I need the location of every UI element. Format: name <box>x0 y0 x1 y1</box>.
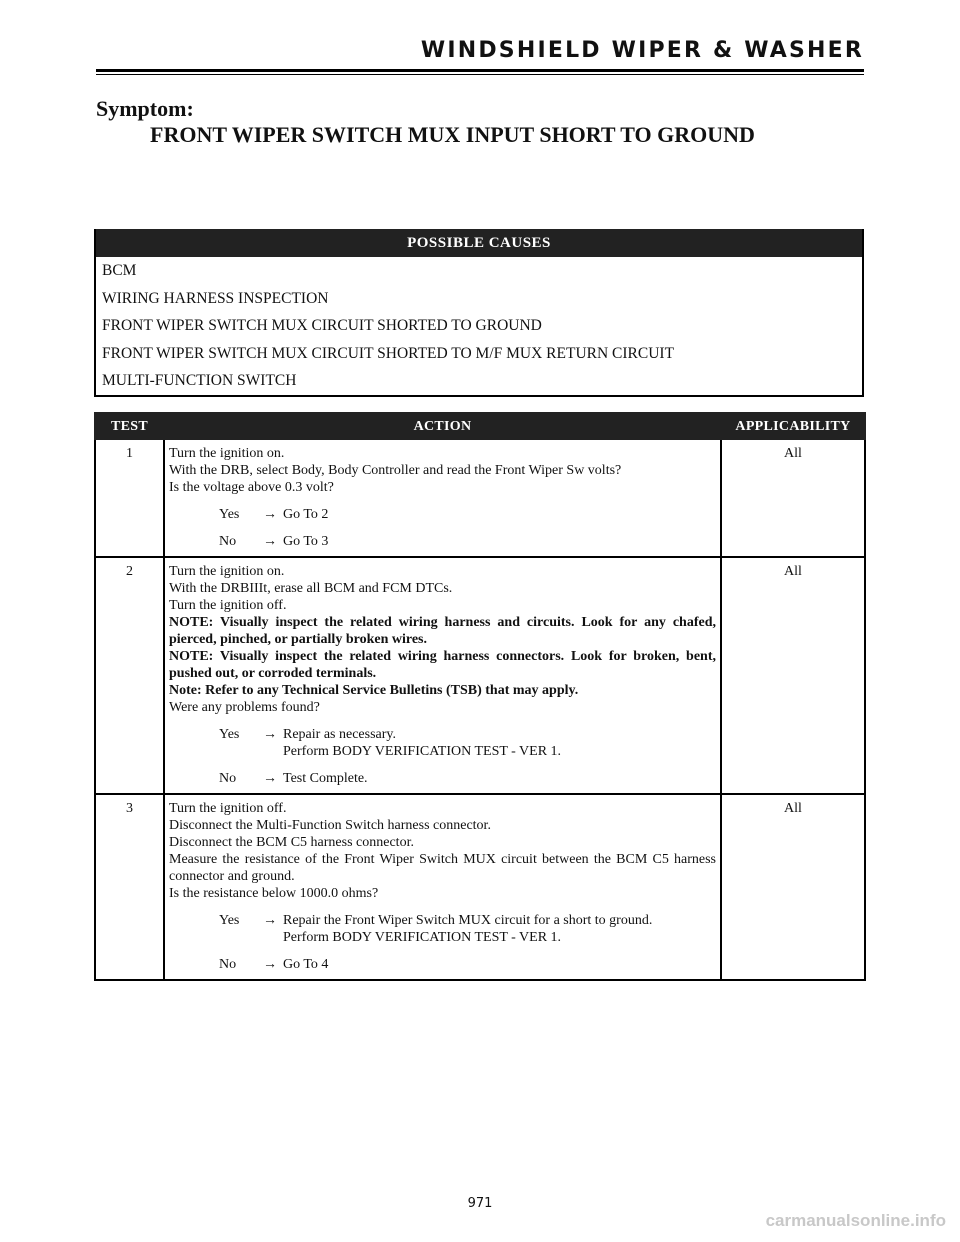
answer-result <box>283 770 716 787</box>
result-line: Perform BODY VERIFICATION TEST - VER 1. <box>283 930 562 945</box>
answer-label: No <box>219 771 237 786</box>
cause-item: WIRING HARNESS INSPECTION <box>102 289 329 307</box>
result-line: Go To 4 <box>283 957 329 972</box>
action-step: Is the voltage above 0.3 volt? <box>169 480 334 495</box>
result-line: Repair as necessary. <box>283 727 396 742</box>
column-header-applicability: APPLICABILITY <box>721 413 865 439</box>
test-row <box>95 439 865 557</box>
action-note: Note: Refer to any Technical Service Bulletins (TSB) that may apply. <box>169 683 579 698</box>
arrow-icon: → <box>263 913 277 928</box>
answer-label: No <box>219 534 237 549</box>
action-step: Turn the ignition off. <box>169 598 287 613</box>
result-line: Go To 2 <box>283 507 329 522</box>
cause-item: BCM <box>102 262 137 279</box>
test-action <box>164 439 721 557</box>
result-line: Test Complete. <box>283 771 368 786</box>
action-step: Is the resistance below 1000.0 ohms? <box>169 886 379 901</box>
result-line: Repair the Front Wiper Switch MUX circuit for a short to ground. <box>283 913 653 928</box>
test-row <box>95 557 865 794</box>
arrow-icon: → <box>263 507 277 522</box>
answer-label: Yes <box>219 913 240 928</box>
test-number: 1 <box>95 439 164 557</box>
arrow-icon: → <box>263 771 277 786</box>
watermark: carmanualsonline.info <box>765 1211 946 1230</box>
page-number: 971 <box>467 1196 493 1211</box>
answer-result <box>283 726 716 760</box>
column-header-action: ACTION <box>164 413 721 439</box>
arrow-icon: → <box>263 534 277 549</box>
header-rule-thin <box>96 74 864 75</box>
answer-label: No <box>219 957 237 972</box>
action-step: Turn the ignition on. <box>169 564 285 579</box>
possible-causes-box <box>94 229 864 397</box>
answer-result <box>283 506 716 523</box>
action-step: Disconnect the BCM C5 harness connector. <box>169 835 414 850</box>
section-title: WINDSHIELD WIPER & WASHER <box>420 38 864 63</box>
test-applicability: All <box>721 439 865 557</box>
action-step: With the DRBIIIt, erase all BCM and FCM DTCs. <box>169 581 453 596</box>
column-header-test: TEST <box>95 413 164 439</box>
cause-item: FRONT WIPER SWITCH MUX CIRCUIT SHORTED TO M/F MUX RETURN CIRCUIT <box>102 344 675 362</box>
symptom-label: Symptom: <box>96 96 194 121</box>
action-note: NOTE: Visually inspect the related wiring harness connectors. Look for broken, bent, pushed out, or corroded terminals. <box>169 649 716 681</box>
cause-item: MULTI-FUNCTION SWITCH <box>102 372 297 389</box>
action-step: Turn the ignition on. <box>169 446 285 461</box>
test-row <box>95 794 865 980</box>
answer-option <box>169 533 716 550</box>
test-applicability: All <box>721 794 865 980</box>
test-table-header <box>95 413 865 439</box>
possible-causes-header: POSSIBLE CAUSES <box>96 229 862 257</box>
action-step: Were any problems found? <box>169 700 320 715</box>
test-number: 2 <box>95 557 164 794</box>
answer-result <box>283 956 716 973</box>
answer-label: Yes <box>219 727 240 742</box>
answer-option <box>169 726 716 760</box>
symptom-title: FRONT WIPER SWITCH MUX INPUT SHORT TO GROUND <box>150 122 755 147</box>
action-note: NOTE: Visually inspect the related wiring harness and circuits. Look for any chafed, pierced, pinched, or partially broken wires. <box>169 615 716 647</box>
header-rule-thick <box>96 69 864 72</box>
answer-option <box>169 770 716 787</box>
arrow-icon: → <box>263 727 277 742</box>
test-number: 3 <box>95 794 164 980</box>
test-action <box>164 557 721 794</box>
answer-option <box>169 506 716 523</box>
arrow-icon: → <box>263 957 277 972</box>
cause-item: FRONT WIPER SWITCH MUX CIRCUIT SHORTED TO GROUND <box>102 317 542 334</box>
answer-option <box>169 912 716 946</box>
action-step: Measure the resistance of the Front Wiper Switch MUX circuit between the BCM C5 harness connector and ground. <box>169 852 716 884</box>
answer-result <box>283 533 716 550</box>
result-line: Go To 3 <box>283 534 329 549</box>
test-applicability: All <box>721 557 865 794</box>
test-action <box>164 794 721 980</box>
result-line: Perform BODY VERIFICATION TEST - VER 1. <box>283 744 562 759</box>
answer-result <box>283 912 716 946</box>
action-step: With the DRB, select Body, Body Controller and read the Front Wiper Sw volts? <box>169 463 622 478</box>
action-step: Disconnect the Multi-Function Switch harness connector. <box>169 818 491 833</box>
answer-label: Yes <box>219 507 240 522</box>
answer-option <box>169 956 716 973</box>
test-table <box>94 412 866 981</box>
action-step: Turn the ignition off. <box>169 801 287 816</box>
